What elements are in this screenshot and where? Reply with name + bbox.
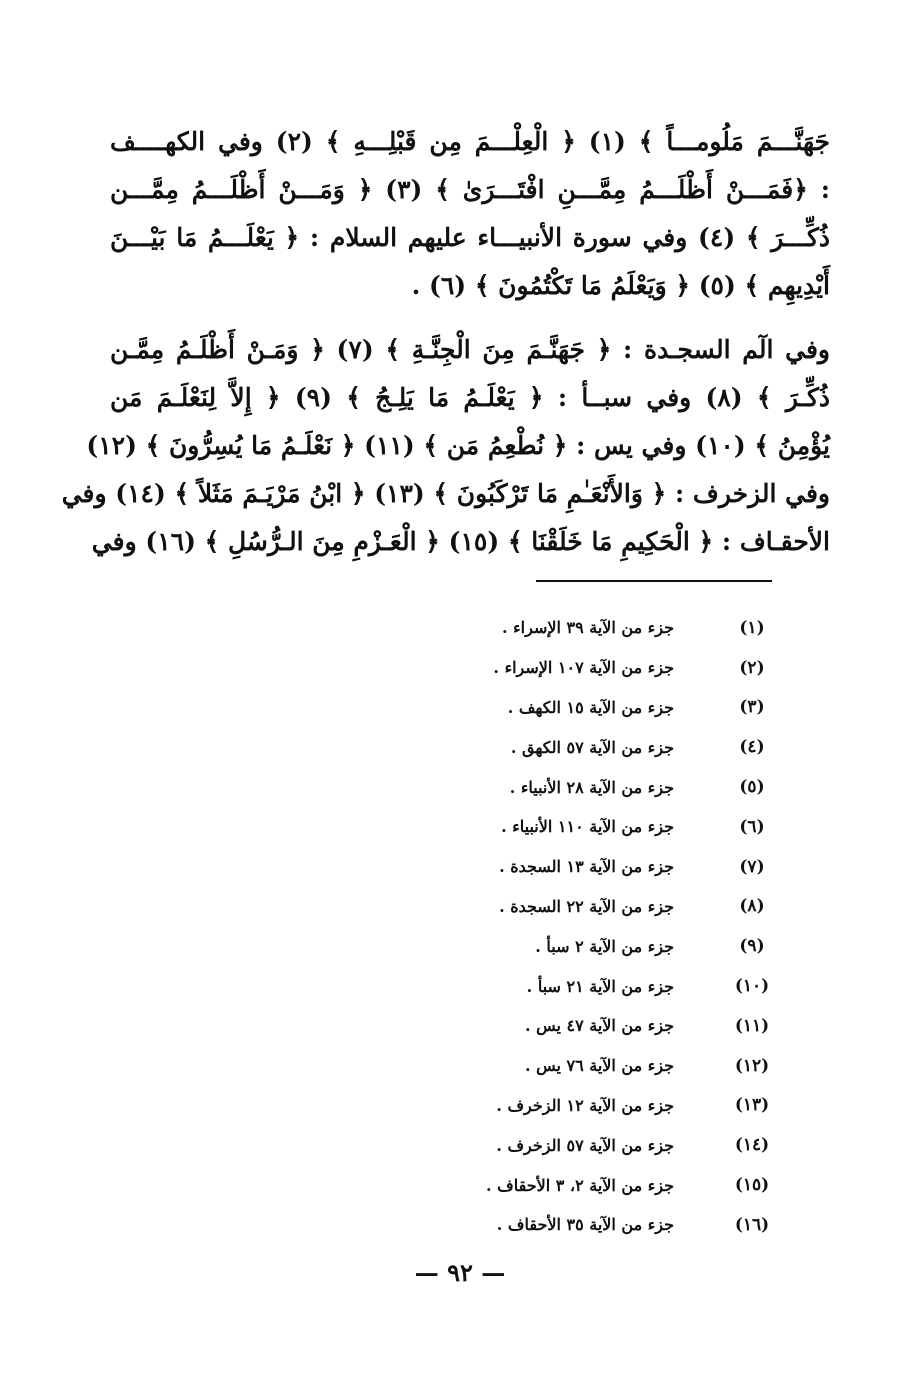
footnote-text: جزء من الآية ١٠٧ الإسراء . <box>493 658 674 678</box>
footnote-item <box>420 807 800 847</box>
footnote-separator <box>536 580 772 582</box>
footnote-number: (١) <box>739 617 765 638</box>
footnote-number: (١٢) <box>734 1055 770 1076</box>
footnote-item <box>420 767 800 807</box>
footnote-text: جزء من الآية ١١٠ الأنبياء . <box>501 817 674 837</box>
footnote-number: (١٠) <box>734 976 770 997</box>
footnote-item <box>420 648 800 688</box>
footnote-text: جزء من الآية ٣٥ الأحقاف . <box>496 1215 674 1235</box>
footnote-text: جزء من الآية ٤٧ يس . <box>524 1016 674 1036</box>
paragraph-1 <box>110 118 830 310</box>
footnote-text: جزء من الآية ١٥ الكهف . <box>507 697 674 717</box>
footnote-text: جزء من الآية ٣٩ الإسراء . <box>502 618 674 638</box>
text-line: ذُكِّـرَ ﴾ (٨) وفي سبــأ : ﴿ يَعْلَـمُ مَا يَلِـجُ ﴾ (٩) ﴿ إِلاَّ لِنَعْلَـمَ مَن <box>110 383 830 412</box>
footnote-item <box>420 1086 800 1126</box>
footnote-number: (٩) <box>739 936 765 957</box>
footnote-text: جزء من الآية ١٣ السجدة . <box>499 857 674 877</box>
footnote-item <box>420 1006 800 1046</box>
footnote-text: جزء من الآية ٥٧ الكهق . <box>510 737 674 757</box>
footnote-item <box>420 926 800 966</box>
footnote-item <box>420 1205 800 1245</box>
footnote-item <box>420 887 800 927</box>
footnote-number: (٣) <box>739 697 765 718</box>
footnote-number: (١٣) <box>734 1095 770 1116</box>
page-number: — ٩٢ — <box>414 1258 506 1287</box>
footnotes-list <box>420 608 800 1245</box>
text-line: يُؤْمِنُ ﴾ (١٠) وفي يس : ﴿ نُطْعِمُ مَن ﴾ (١١) ﴿ نَعْلَـمُ مَا يُسِرُّونَ ﴾ (١٢) <box>86 431 830 460</box>
text-line: الأحقـاف : ﴿ الْحَكِيمِ مَا خَلَقْنَا ﴾ (١٥) ﴿ الْعَـزْمِ مِنَ الـرُّسُلِ ﴾ (١٦) وفي <box>91 527 830 556</box>
text-line: ذُكِّـــرَ ﴾ (٤) وفي سورة الأنبيـــاء عليهم السلام : ﴿ يَعْلَـــمُ مَا بَيْـــنَ <box>110 223 831 252</box>
text-line: وفي الٓم السجـدة : ﴿ جَهَنَّـمَ مِنَ الْجِنَّـةِ ﴾ (٧) ﴿ وَمَـنْ أَظْلَـمُ مِمَّـن <box>110 335 830 364</box>
footnote-number: (٧) <box>739 856 765 877</box>
footnote-text: جزء من الآية ٢ سبأ . <box>535 936 674 956</box>
footnote-number: (٢) <box>739 657 765 678</box>
text-line: : ﴿فَمَـــنْ أَظْلَـــمُ مِمَّـــنِ افْتَـــرَىٰ ﴾ (٣) ﴿ وَمَـــنْ أَظْلَـــمُ مِمَّـــن <box>110 175 830 204</box>
footnote-item <box>420 847 800 887</box>
footnote-item <box>420 608 800 648</box>
footnote-item <box>420 727 800 767</box>
footnote-text: جزء من الآية ٢٢ السجدة . <box>499 896 674 916</box>
footnote-number: (١٤) <box>734 1135 770 1156</box>
footnote-number: (١٥) <box>734 1175 770 1196</box>
footnote-text: جزء من الآية ٧٦ يس . <box>524 1056 674 1076</box>
footnote-number: (٨) <box>739 896 765 917</box>
footnote-text: جزء من الآية ٢١ سبأ . <box>526 976 674 996</box>
footnote-number: (١٦) <box>734 1214 770 1235</box>
footnote-number: (٥) <box>739 777 765 798</box>
text-line: أَيْدِيهِم ﴾ (٥) ﴿ وَيَعْلَمُ مَا تَكْتُمُونَ ﴾ (٦) . <box>411 271 830 300</box>
footnote-number: (١١) <box>734 1015 770 1036</box>
footnote-text: جزء من الآية ٥٧ الزخرف . <box>496 1135 674 1155</box>
footnote-item <box>420 688 800 728</box>
footnote-text: جزء من الآية ١٢ الزخرف . <box>496 1095 674 1115</box>
footnote-number: (٤) <box>739 737 765 758</box>
footnote-item <box>420 1046 800 1086</box>
paragraph-2 <box>61 326 830 566</box>
text-line: جَهَنَّـــمَ مَلُومـــاً ﴾ (١) ﴿ الْعِلْـــمَ مِن قَبْلِـــهِ ﴾ (٢) وفي الكهــــف <box>110 127 830 156</box>
footnote-item <box>420 966 800 1006</box>
footnote-text: جزء من الآية ٢، ٣ الأحقاف . <box>486 1175 674 1195</box>
footnote-number: (٦) <box>739 816 765 837</box>
footnote-text: جزء من الآية ٢٨ الأنبياء . <box>509 777 674 797</box>
text-line: وفي الزخرف : ﴿ وَالأَنْعَـٰمِ مَا تَرْكَبُونَ ﴾ (١٣) ﴿ ابْنُ مَرْيَـمَ مَثَلاً ﴾ (١٤) وفي <box>61 479 830 508</box>
footnote-item <box>420 1165 800 1205</box>
footnote-item <box>420 1125 800 1165</box>
